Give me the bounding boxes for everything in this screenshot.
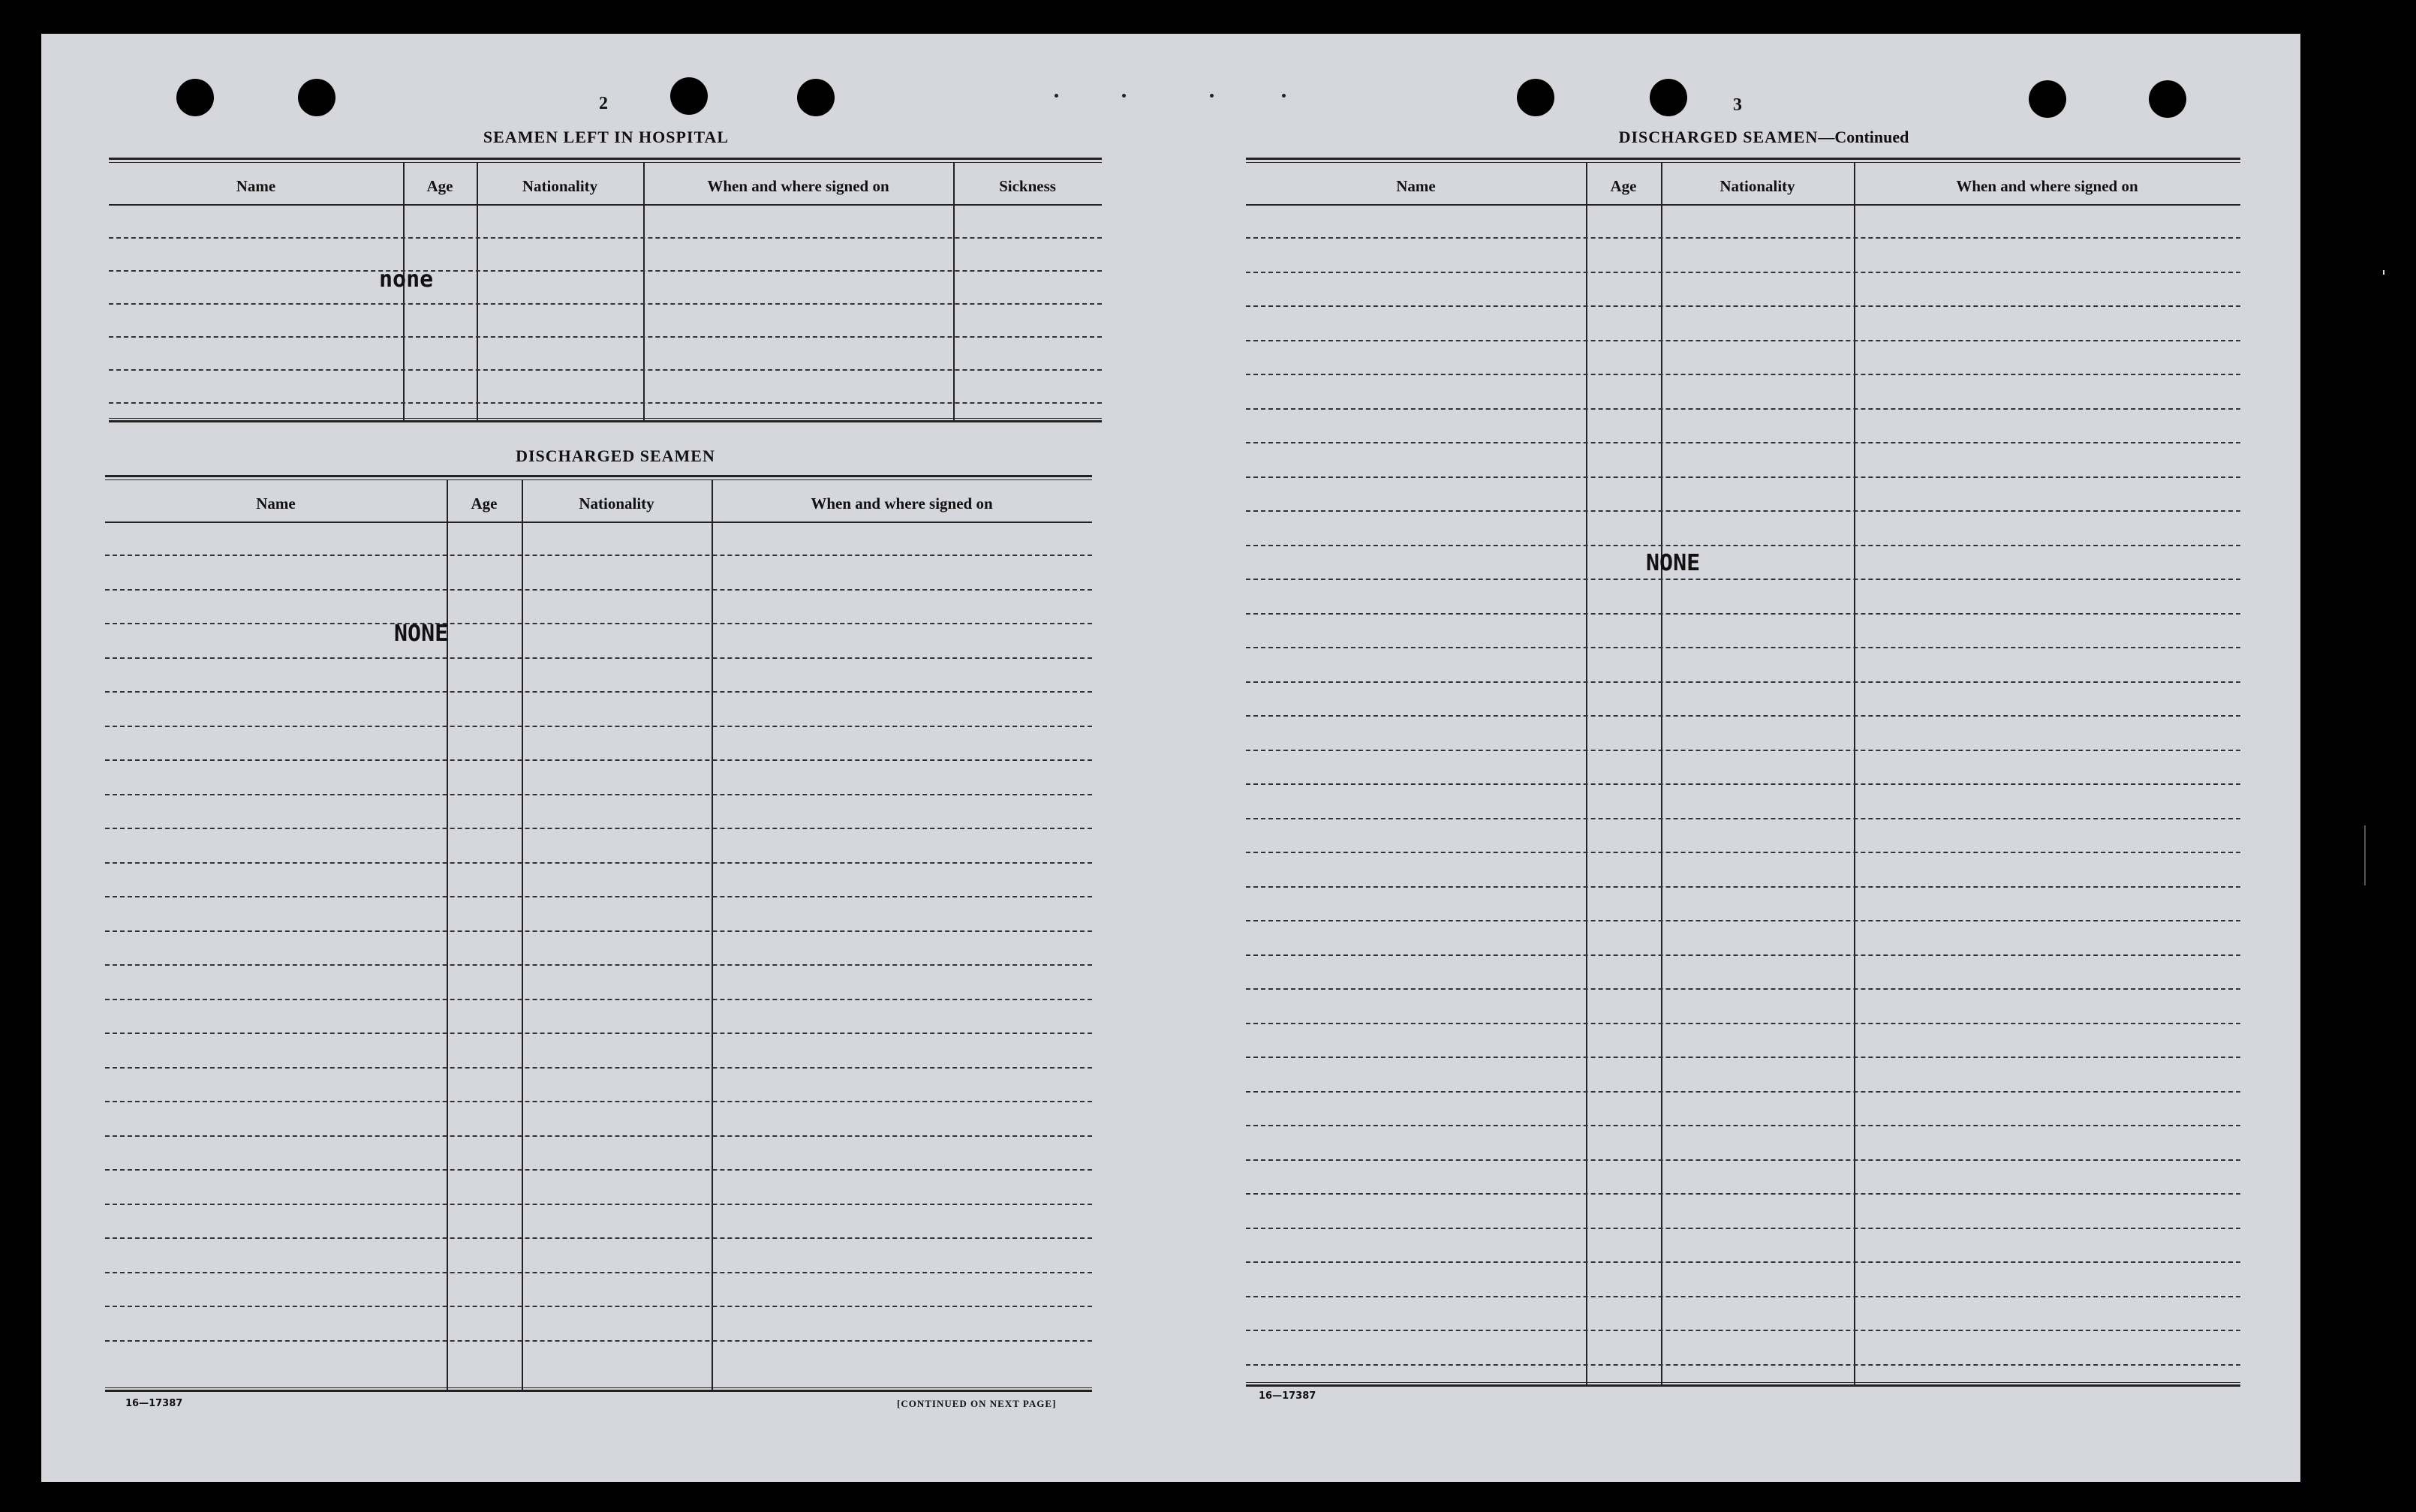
column-header-nationality: Nationality [522, 177, 598, 195]
punch-hole [2029, 80, 2066, 118]
discharged-continued-table [1246, 158, 2240, 1388]
table-bottom-rule [1246, 1382, 2240, 1387]
column-divider [1854, 162, 1855, 1385]
table-row-line [105, 1135, 1092, 1137]
scan-edge-mark [2383, 270, 2384, 275]
table-row-line [1246, 818, 2240, 819]
table-bottom-rule [105, 1387, 1092, 1392]
punch-hole [1650, 79, 1687, 116]
table-row-line [109, 369, 1102, 371]
table-row-line [105, 862, 1092, 864]
table-row-line [1246, 681, 2240, 683]
table-row-line [1246, 1125, 2240, 1126]
table-row-line [1246, 613, 2240, 615]
column-divider [477, 162, 478, 422]
table-row-line [105, 1237, 1092, 1239]
continued-note: [CONTINUED ON NEXT PAGE] [897, 1398, 1057, 1409]
hospital-section-title: SEAMEN LEFT IN HOSPITAL [483, 128, 730, 146]
header-underline [109, 204, 1102, 206]
table-row-line [1246, 954, 2240, 956]
page-number-right: 3 [1733, 95, 1742, 115]
table-row-line [109, 402, 1102, 404]
hospital-entry-stamp: none [379, 266, 434, 293]
table-row-line [1246, 408, 2240, 410]
column-header-signed-on: When and where signed on [811, 494, 993, 513]
table-row-line [1246, 750, 2240, 751]
table-row-line [105, 964, 1092, 966]
table-row-line [105, 1306, 1092, 1307]
dot-mark [1282, 94, 1286, 98]
column-header-age: Age [426, 177, 453, 195]
column-header-nationality: Nationality [1719, 177, 1795, 195]
table-row-line [105, 1340, 1092, 1342]
table-row-line [1246, 852, 2240, 853]
column-header-name: Name [256, 494, 296, 513]
table-row-line [105, 1272, 1092, 1273]
table-row-line [1246, 1364, 2240, 1366]
column-header-sickness: Sickness [999, 177, 1056, 195]
column-header-name: Name [1396, 177, 1436, 195]
document-sheet [41, 34, 2300, 1482]
table-row-line [1246, 783, 2240, 785]
table-row-line [105, 691, 1092, 693]
column-divider [522, 479, 523, 1391]
table-row-line [105, 1101, 1092, 1102]
table-row-line [105, 828, 1092, 829]
table-row-line [1246, 647, 2240, 648]
header-underline [105, 522, 1092, 523]
header-underline [1246, 204, 2240, 206]
table-row-line [109, 303, 1102, 305]
dot-mark [1055, 94, 1058, 98]
table-top-rule [105, 475, 1092, 480]
dot-mark [1122, 94, 1126, 98]
discharged-table [105, 475, 1092, 1394]
table-row-line [105, 589, 1092, 591]
table-row-line [1246, 1330, 2240, 1331]
column-header-nationality: Nationality [579, 494, 654, 513]
table-row-line [1246, 1023, 2240, 1024]
form-number-left: 16—17387 [125, 1398, 183, 1409]
column-divider [1586, 162, 1587, 1385]
table-row-line [1246, 1091, 2240, 1093]
column-header-signed-on: When and where signed on [1956, 177, 2138, 195]
table-row-line [1246, 1261, 2240, 1263]
table-row-line [105, 999, 1092, 1000]
right-section-title-main: DISCHARGED SEAMEN [1618, 128, 1819, 146]
hospital-table [109, 158, 1102, 424]
table-row-line [105, 726, 1092, 727]
dot-mark [1210, 94, 1214, 98]
table-row-line [1246, 1228, 2240, 1229]
table-row-line [1246, 545, 2240, 546]
right-section-title [1246, 128, 2282, 147]
column-header-age: Age [471, 494, 498, 513]
table-row-line [1246, 1193, 2240, 1195]
punch-hole [298, 79, 335, 116]
table-row-line [1246, 272, 2240, 273]
table-top-rule [1246, 158, 2240, 163]
table-row-line [105, 896, 1092, 897]
table-row-line [109, 336, 1102, 338]
table-row-line [105, 759, 1092, 761]
table-row-line [105, 657, 1092, 659]
table-row-line [105, 1067, 1092, 1069]
table-row-line [1246, 1159, 2240, 1161]
column-divider [953, 162, 955, 422]
table-row-line [1246, 1057, 2240, 1058]
punch-hole [1517, 79, 1554, 116]
punch-hole [797, 79, 835, 116]
table-row-line [1246, 886, 2240, 888]
table-row-line [109, 237, 1102, 239]
scan-edge-mark [2364, 825, 2366, 885]
table-row-line [1246, 988, 2240, 990]
column-divider [447, 479, 448, 1391]
table-row-line [105, 623, 1092, 624]
right-section-title-sub: —Continued [1818, 128, 1909, 146]
page-number-left: 2 [599, 94, 608, 113]
table-row-line [105, 794, 1092, 795]
column-divider [643, 162, 645, 422]
punch-hole [2149, 80, 2186, 118]
table-row-line [105, 1204, 1092, 1205]
table-row-line [1246, 442, 2240, 443]
form-number-right: 16—17387 [1259, 1390, 1316, 1402]
discharged-continued-entry-stamp: NONE [1646, 550, 1701, 576]
table-row-line [105, 930, 1092, 932]
table-row-line [1246, 374, 2240, 375]
punch-hole [176, 79, 214, 116]
table-row-line [1246, 340, 2240, 341]
discharged-section-title: DISCHARGED SEAMEN [516, 446, 715, 465]
table-row-line [1246, 510, 2240, 512]
table-row-line [105, 555, 1092, 556]
table-row-line [1246, 715, 2240, 717]
punch-hole [670, 77, 708, 115]
discharged-entry-stamp: NONE [394, 621, 449, 647]
column-header-name: Name [236, 177, 276, 195]
table-row-line [1246, 305, 2240, 307]
table-row-line [1246, 920, 2240, 921]
table-row-line [109, 270, 1102, 272]
table-row-line [105, 1169, 1092, 1171]
table-row-line [1246, 1296, 2240, 1297]
table-row-line [1246, 237, 2240, 239]
column-divider [1661, 162, 1662, 1385]
table-row-line [1246, 476, 2240, 478]
table-row-line [1246, 579, 2240, 580]
column-header-age: Age [1610, 177, 1637, 195]
table-row-line [105, 1033, 1092, 1034]
column-divider [712, 479, 713, 1391]
column-header-signed-on: When and where signed on [707, 177, 889, 195]
table-bottom-rule [109, 418, 1102, 422]
